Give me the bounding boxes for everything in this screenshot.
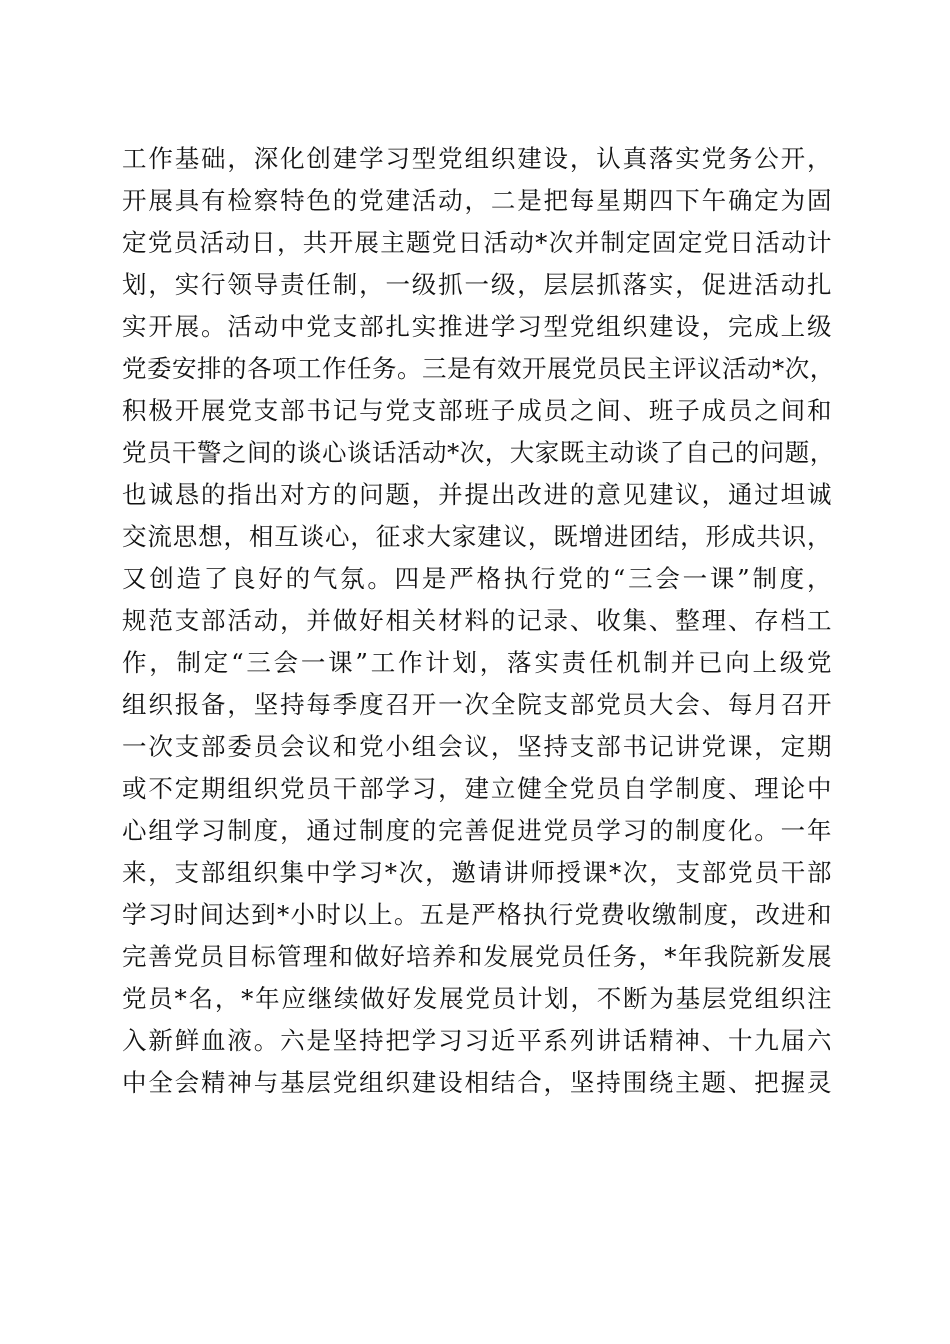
text-line: 交流思想，相互谈心，征求大家建议，既增进团结，形成共识，: [122, 522, 832, 551]
text-line: 又创造了良好的气氛。四是严格执行党的“三会一课”制度，: [122, 564, 832, 593]
text-line: 划，实行领导责任制，一级抓一级，层层抓落实，促进活动扎: [122, 270, 832, 299]
text-line: 工作基础，深化创建学习型党组织建设，认真落实党务公开，: [122, 144, 832, 173]
text-line: 开展具有检察特色的党建活动，二是把每星期四下午确定为固: [122, 186, 832, 215]
text-line: 也诚恳的指出对方的问题，并提出改进的意见建议，通过坦诚: [122, 480, 832, 509]
text-line: 或不定期组织党员干部学习，建立健全党员自学制度、理论中: [122, 774, 832, 803]
text-line: 入新鲜血液。六是坚持把学习习近平系列讲话精神、十九届六: [122, 1026, 832, 1055]
text-line: 党员干警之间的谈心谈话活动*次，大家既主动谈了自己的问题，: [122, 438, 835, 467]
text-line: 一次支部委员会议和党小组会议，坚持支部书记讲党课，定期: [122, 732, 832, 761]
text-line: 来，支部组织集中学习*次，邀请讲师授课*次，支部党员干部: [122, 858, 832, 887]
text-line: 党员*名，*年应继续做好发展党员计划，不断为基层党组织注: [122, 984, 832, 1013]
text-line: 组织报备，坚持每季度召开一次全院支部党员大会、每月召开: [122, 690, 832, 719]
text-line: 中全会精神与基层党组织建设相结合，坚持围绕主题、把握灵: [122, 1068, 832, 1097]
text-line: 实开展。活动中党支部扎实推进学习型党组织建设，完成上级: [122, 312, 832, 341]
text-line: 规范支部活动，并做好相关材料的记录、收集、整理、存档工: [122, 606, 832, 635]
text-line: 完善党员目标管理和做好培养和发展党员任务，*年我院新发展: [122, 942, 832, 971]
text-line: 学习时间达到*小时以上。五是严格执行党费收缴制度，改进和: [122, 900, 832, 929]
text-line: 心组学习制度，通过制度的完善促进党员学习的制度化。一年: [122, 816, 832, 845]
body-paragraph: [122, 138, 835, 1104]
text-line: 党委安排的各项工作任务。三是有效开展党员民主评议活动*次，: [122, 354, 835, 383]
text-line: 作，制定“三会一课”工作计划，落实责任机制并已向上级党: [122, 648, 832, 677]
text-line: 定党员活动日，共开展主题党日活动*次并制定固定党日活动计: [122, 228, 832, 257]
text-line: 积极开展党支部书记与党支部班子成员之间、班子成员之间和: [122, 396, 832, 425]
